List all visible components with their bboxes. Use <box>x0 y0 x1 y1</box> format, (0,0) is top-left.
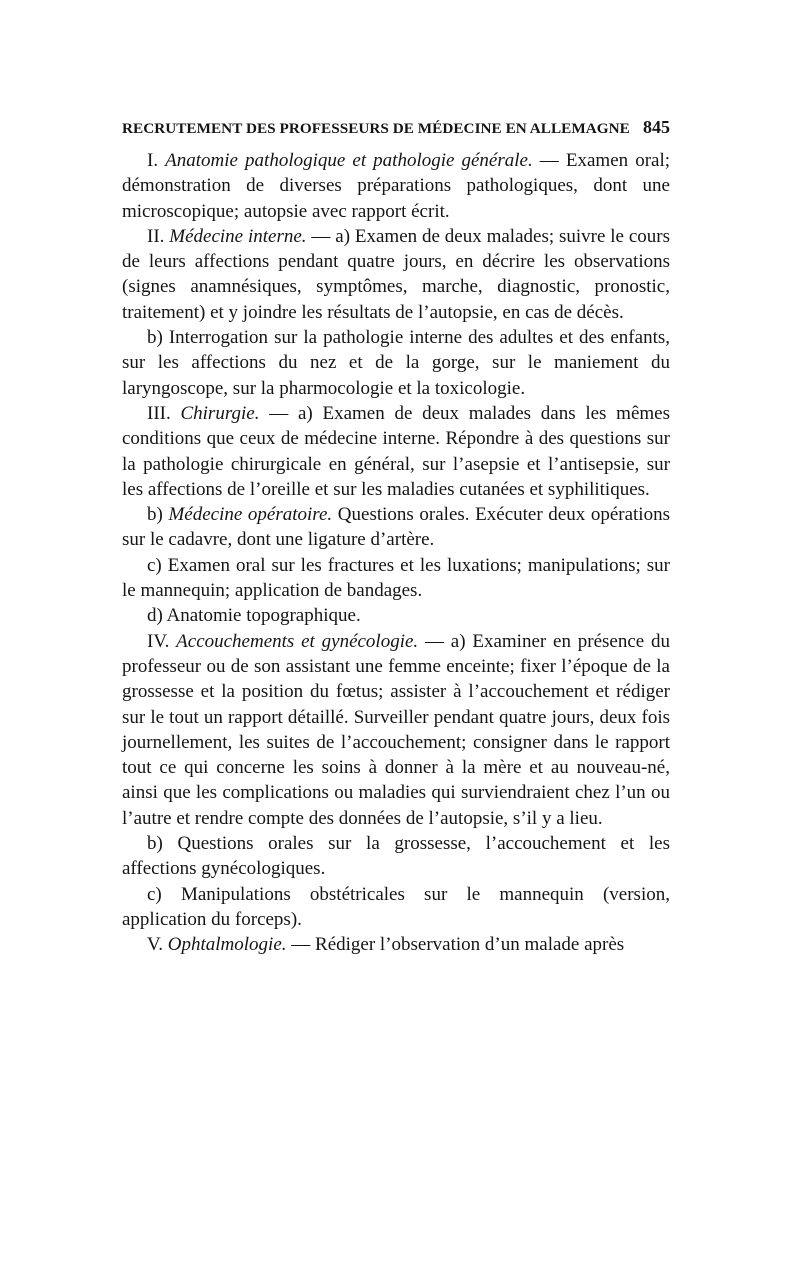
paragraph-text: — a) Examen de deux malades; suivre le cours de leurs affections pendant quatre jours, en décrire les observations (signes anamnésiques, symptômes, marche, diagnostic, pronostic, traitement) et y joindre les résultats de l’autopsie, en cas de décès. <box>122 225 671 323</box>
section-heading: Médecine interne. <box>169 225 307 247</box>
paragraph <box>122 553 670 604</box>
page-number: 845 <box>643 117 670 137</box>
running-title: RECRUTEMENT DES PROFESSEURS DE MÉDECINE EN ALLEMAGNE <box>122 120 630 137</box>
paragraph <box>122 932 670 957</box>
section-number: I. <box>147 150 166 171</box>
paragraph-text: c) Manipulations obstétricales sur le mannequin (version, application du forceps). <box>122 883 670 930</box>
paragraph-text: d) Anatomie topographique. <box>147 605 361 627</box>
section-number: V. <box>147 934 168 956</box>
paragraph <box>122 603 670 628</box>
running-header <box>122 117 670 138</box>
paragraph <box>122 401 670 502</box>
paragraph-text: — a) Examiner en présence du professeur ou de son assistant une femme enceinte; fixer l’époque de la grossesse et la position du fœtus; assister à l’accouchement et rédiger sur le tout un rapport détaillé. Surveiller pendant quatre jours, deux fois journellement, les suites de l’accouchement; consigner dans le rapport tout ce qui concerne les soins à donner à la mère et au nouveau-né, ainsi que les complications ou maladies qui surviendraient chez l’un ou l’autre et rendre compte des données de l’autopsie, s’il y a lieu. <box>122 630 670 829</box>
paragraph <box>122 502 670 553</box>
section-number: IV. <box>147 630 177 652</box>
paragraph <box>122 325 670 401</box>
section-number: b) <box>147 504 169 526</box>
paragraph-text: — Examen oral; démonstration de diverses préparations pathologiques, dont une microscopique; autopsie avec rapport écrit. <box>122 150 671 222</box>
paragraph <box>122 148 670 224</box>
section-number: III. <box>147 402 181 424</box>
paragraph-text: Questions orales. Exécuter deux opérations sur le cadavre, dont une ligature d’artère. <box>122 504 670 551</box>
page-body <box>122 148 670 958</box>
paragraph <box>122 831 670 882</box>
paragraph-text: b) Interrogation sur la pathologie interne des adultes et des enfants, sur les affections du nez et de la gorge, sur le maniement du laryngoscope, sur la pharmocologie et la toxicologie. <box>122 327 670 399</box>
paragraph <box>122 224 670 325</box>
paragraph-text: b) Questions orales sur la grossesse, l’accouchement et les affections gynécologiques. <box>122 833 670 880</box>
paragraph <box>122 629 670 831</box>
paragraph <box>122 882 670 933</box>
section-heading: Chirurgie. <box>180 402 260 424</box>
paragraph-text: — Rédiger l’observation d’un malade après <box>286 934 625 956</box>
section-heading: Accouchements et gynécologie. <box>176 630 419 652</box>
section-heading: Médecine opératoire. <box>168 504 333 526</box>
section-number: II. <box>147 225 170 247</box>
paragraph-text: — a) Examen de deux malades dans les mêmes conditions que ceux de médecine interne. Répondre à des questions sur la pathologie chirurgicale en général, sur l’asepsie et l’antisepsie, sur les affections de l’oreille et sur les maladies cutanées et syphilitiques. <box>122 402 671 500</box>
section-heading: Anatomie pathologique et pathologie générale. <box>165 150 533 171</box>
section-heading: Ophtalmologie. <box>167 934 287 956</box>
paragraph-text: c) Examen oral sur les fractures et les luxations; manipulations; sur le mannequin; application de bandages. <box>122 554 670 602</box>
